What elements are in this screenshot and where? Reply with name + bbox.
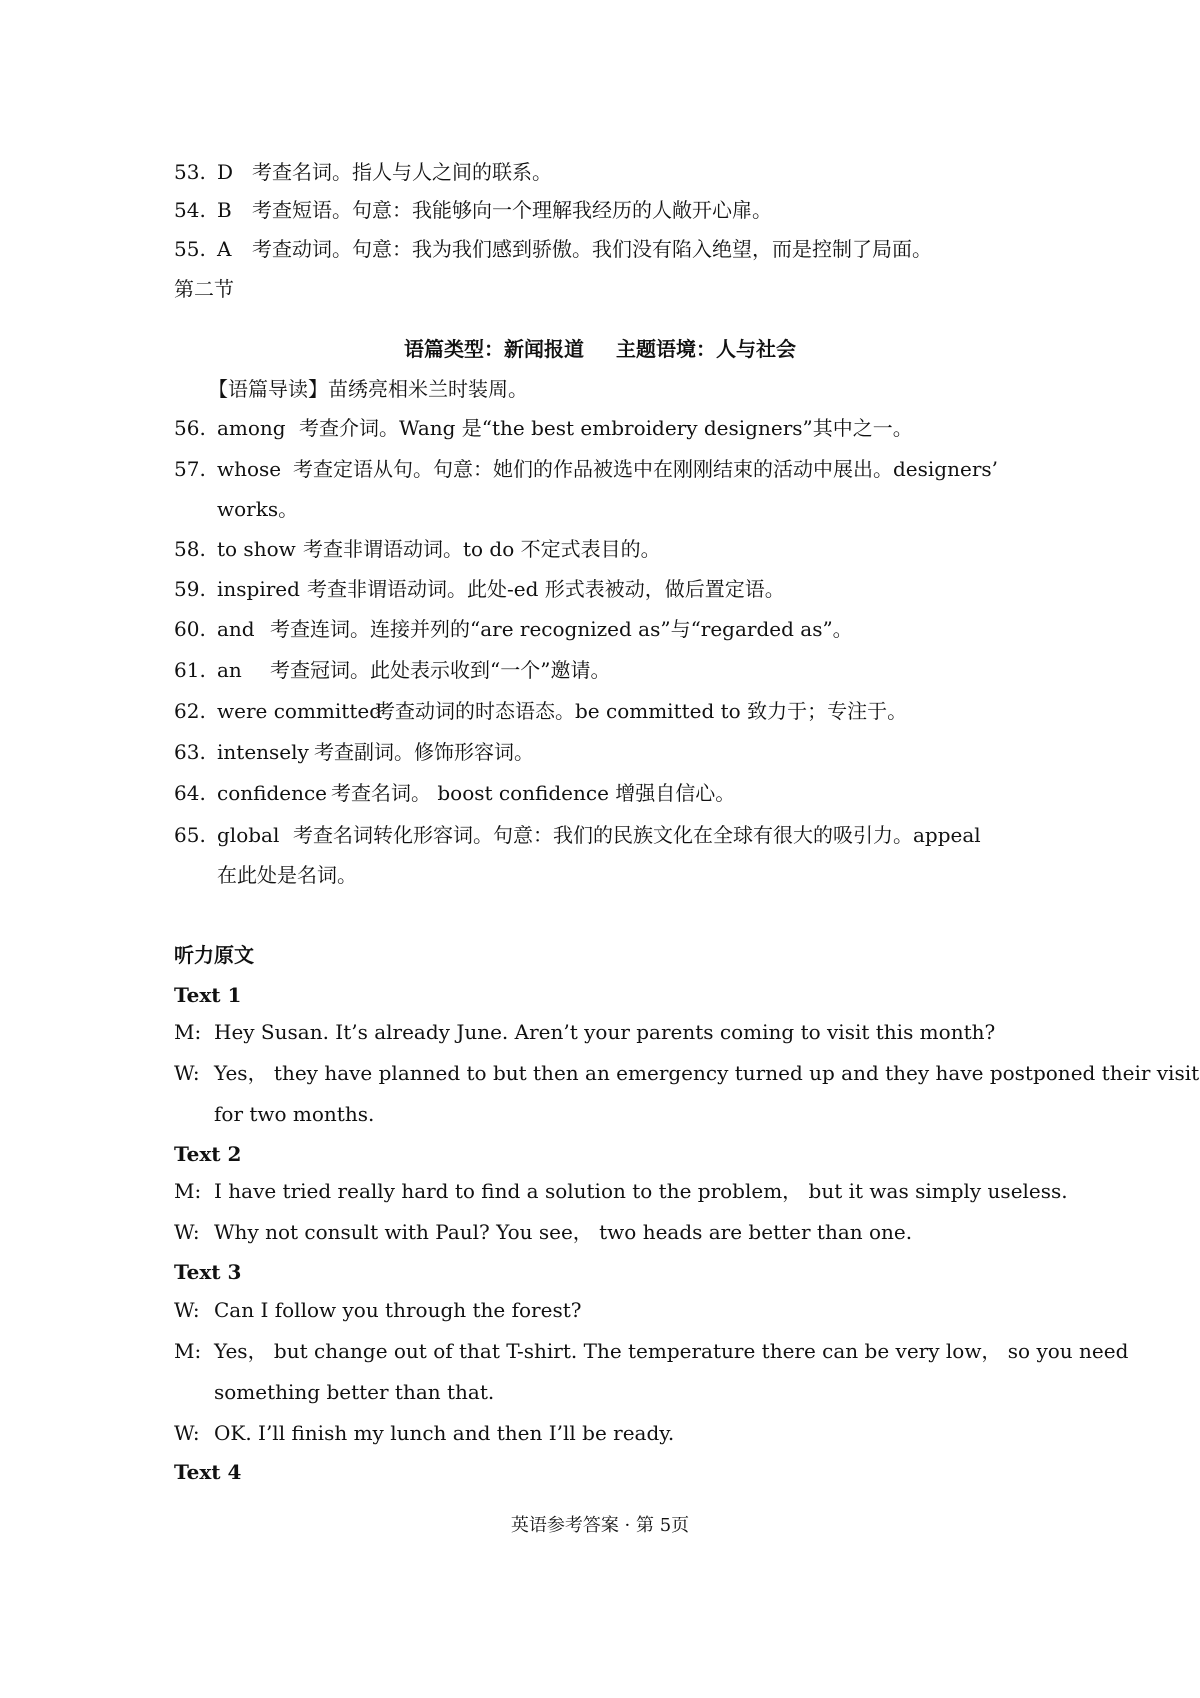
answer-choice: A <box>217 237 232 261</box>
answer-number: 60. <box>174 617 206 641</box>
answer-note: 考查短语。句意：我能够向一个理解我经历的人敞开心扉。 <box>252 198 772 222</box>
dialogue-text: Yes， they have planned to but then an emergency turned up and they have postponed their visit <box>214 1061 1200 1085</box>
answer-note: 考查介词。Wang 是“the best embroidery designers”其中之一。 <box>299 416 913 440</box>
passage-guide: 【语篇导读】苗绣亮相米兰时装周。 <box>208 377 528 401</box>
answer-word: whose <box>217 457 282 481</box>
text-title: Text 2 <box>174 1142 242 1166</box>
answer-note: 考查名词。 boost confidence 增强自信心。 <box>331 781 736 805</box>
answer-word: confidence <box>217 781 328 805</box>
listening-title: 听力原文 <box>174 943 254 967</box>
page-footer: 英语参考答案 · 第 5页 <box>510 1515 690 1536</box>
dialogue-line <box>174 1297 581 1323</box>
answer-56 <box>174 415 913 441</box>
answer-note: 考查名词转化形容词。句意：我们的民族文化在全球有很大的吸引力。appeal <box>293 823 981 847</box>
dialogue-line <box>174 1420 674 1446</box>
answer-53 <box>174 159 552 185</box>
section-title: 第二节 <box>174 277 234 301</box>
answer-number: 61. <box>174 658 206 682</box>
answer-note: 考查动词的时态语态。be committed to 致力于；专注于。 <box>375 699 908 723</box>
dialogue-line <box>174 1060 1199 1086</box>
answer-number: 59. <box>174 577 206 601</box>
answer-note: 考查冠词。此处表示收到“一个”邀请。 <box>270 658 611 682</box>
text-title: Text 3 <box>174 1260 242 1284</box>
dialogue-line <box>174 1019 995 1045</box>
answer-65 <box>174 822 981 848</box>
text-title: Text 1 <box>174 983 242 1007</box>
answer-57 <box>174 456 998 482</box>
dialogue-text: I have tried really hard to find a solution to the problem， but it was simply useless. <box>214 1179 1068 1203</box>
answer-word: an <box>217 658 242 682</box>
passage-type: 语篇类型：新闻报道 <box>404 337 584 361</box>
dialogue-line <box>174 1338 1128 1364</box>
answer-choice: D <box>217 160 234 184</box>
speaker-label: M: <box>174 1339 202 1363</box>
answer-note: 考查名词。指人与人之间的联系。 <box>252 160 552 184</box>
answer-word: inspired <box>217 577 300 601</box>
answer-note: 考查非谓语动词。此处-ed 形式表被动，做后置定语。 <box>307 577 785 601</box>
answer-65-continued: 在此处是名词。 <box>217 863 357 887</box>
answer-59 <box>174 576 785 602</box>
dialogue-text: OK. I’ll finish my lunch and then I’ll be ready. <box>214 1421 675 1445</box>
answer-word: global <box>217 823 280 847</box>
answer-55 <box>174 236 932 262</box>
text-title: Text 4 <box>174 1460 242 1484</box>
answer-62 <box>174 698 907 724</box>
answer-number: 65. <box>174 823 206 847</box>
speaker-label: M: <box>174 1020 202 1044</box>
answer-note: 考查定语从句。句意：她们的作品被选中在刚刚结束的活动中展出。designers’ <box>293 457 998 481</box>
answer-58 <box>174 536 661 562</box>
answer-note: 考查副词。修饰形容词。 <box>314 740 534 764</box>
answer-60 <box>174 616 853 642</box>
answer-choice: B <box>217 198 232 222</box>
answer-number: 58. <box>174 537 206 561</box>
answer-64 <box>174 780 735 806</box>
answer-note: 考查非谓语动词。to do 不定式表目的。 <box>303 537 661 561</box>
answer-word: among <box>217 416 286 440</box>
dialogue-text: Can I follow you through the forest? <box>214 1298 582 1322</box>
dialogue-text: Why not consult with Paul? You see， two heads are better than one. <box>214 1220 913 1244</box>
answer-word: and <box>217 617 255 641</box>
speaker-label: W: <box>174 1298 200 1322</box>
dialogue-continued: something better than that. <box>214 1380 495 1404</box>
dialogue-line <box>174 1178 1068 1204</box>
speaker-label: W: <box>174 1061 200 1085</box>
passage-heading <box>0 336 1200 362</box>
answer-number: 55. <box>174 237 206 261</box>
answer-word: to show <box>217 537 296 561</box>
answer-63 <box>174 739 534 765</box>
answer-number: 53. <box>174 160 206 184</box>
answer-note: 考查动词。句意：我为我们感到骄傲。我们没有陷入绝望，而是控制了局面。 <box>252 237 932 261</box>
dialogue-text: Yes， but change out of that T-shirt. The temperature there can be very low， so you need <box>214 1339 1129 1363</box>
speaker-label: W: <box>174 1421 200 1445</box>
dialogue-continued: for two months. <box>214 1102 375 1126</box>
dialogue-line <box>174 1219 912 1245</box>
answer-number: 63. <box>174 740 206 764</box>
answer-word: intensely <box>217 740 309 764</box>
passage-theme: 主题语境：人与社会 <box>616 337 796 361</box>
answer-number: 62. <box>174 699 206 723</box>
answer-54 <box>174 197 772 223</box>
speaker-label: M: <box>174 1179 202 1203</box>
answer-61 <box>174 657 610 683</box>
answer-number: 54. <box>174 198 206 222</box>
answer-number: 64. <box>174 781 206 805</box>
answer-number: 57. <box>174 457 206 481</box>
dialogue-text: Hey Susan. It’s already June. Aren’t your parents coming to visit this month? <box>214 1020 996 1044</box>
answer-57-continued: works。 <box>217 497 299 521</box>
speaker-label: W: <box>174 1220 200 1244</box>
answer-note: 考查连词。连接并列的“are recognized as”与“regarded as”。 <box>270 617 853 641</box>
answer-word: were committed <box>217 699 382 723</box>
answer-number: 56. <box>174 416 206 440</box>
